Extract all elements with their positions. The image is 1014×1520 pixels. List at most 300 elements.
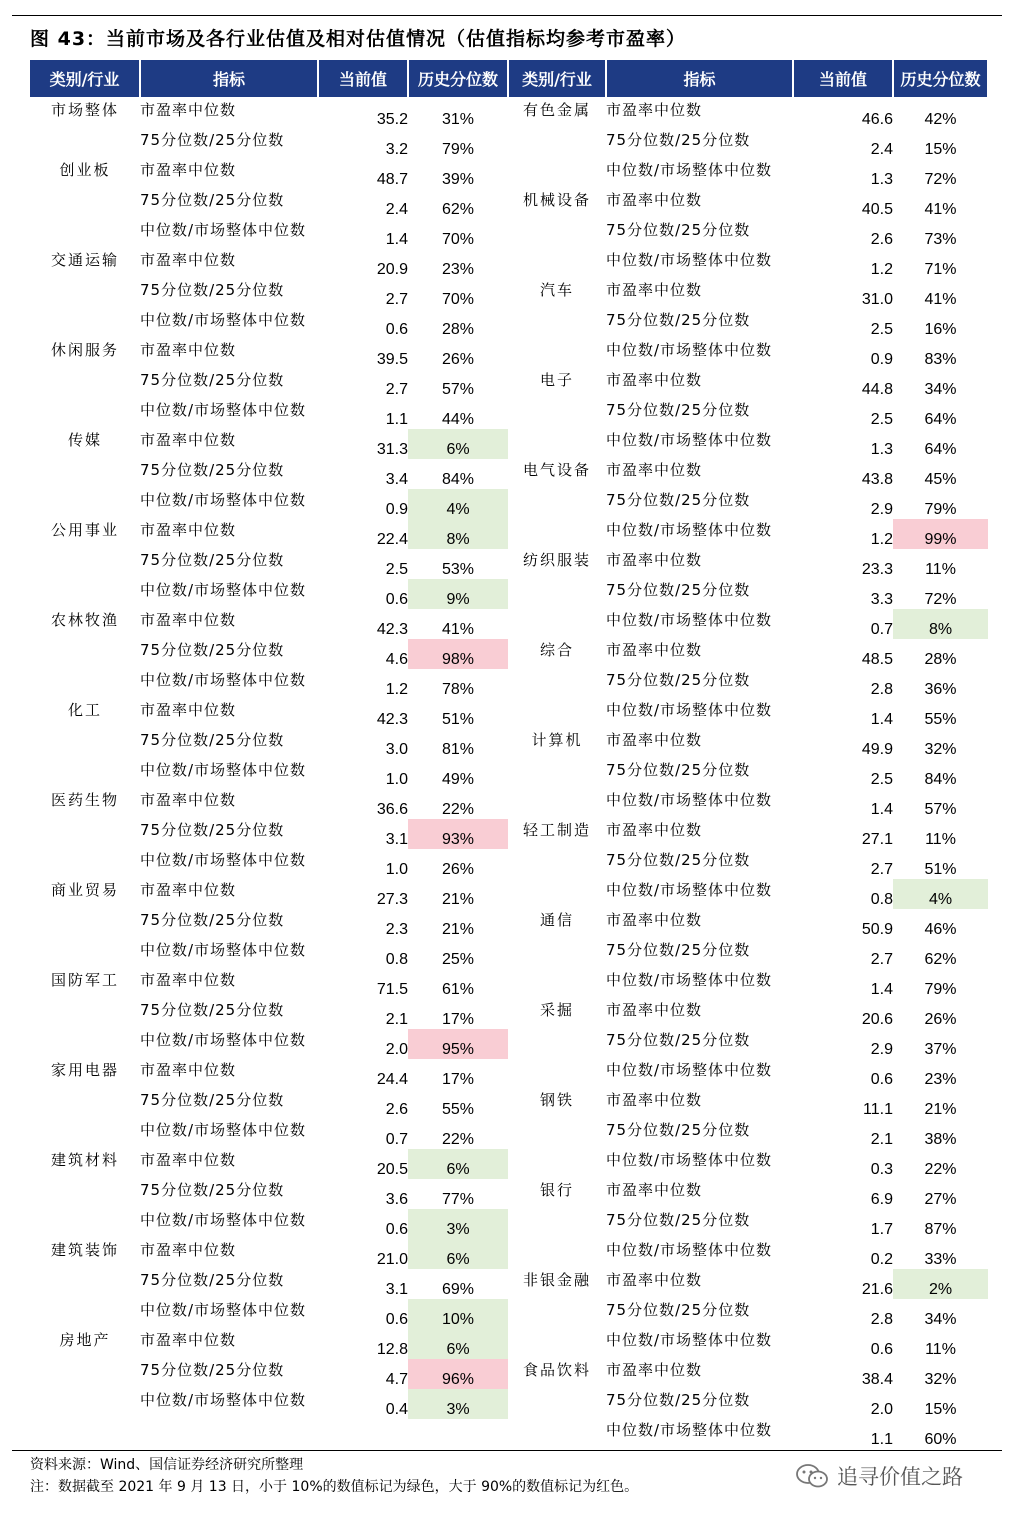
- right-current-value-cell: 2.5: [870, 771, 893, 788]
- left-category-cell: [30, 1029, 140, 1059]
- table-row: [30, 309, 988, 339]
- right-indicator-cell: 75分位数/25分位数: [606, 1211, 751, 1229]
- left-category-cell: [30, 579, 140, 609]
- left-category-cell: [30, 909, 140, 939]
- right-category-cell: [508, 1419, 606, 1449]
- left-category-cell: 农林牧渔: [50, 611, 119, 629]
- left-indicator-cell: 75分位数/25分位数: [140, 1271, 285, 1289]
- right-category-cell: [508, 1119, 606, 1149]
- right-percentile-cell: 11%: [925, 1341, 956, 1358]
- right-percentile-cell: 28%: [924, 651, 957, 668]
- left-percentile-cell: 25%: [441, 951, 475, 968]
- right-indicator-cell: 市盈率中位数: [606, 1271, 703, 1289]
- left-category-cell: 创业板: [59, 161, 111, 179]
- header-category-left: 类别/行业: [30, 60, 140, 97]
- right-category-cell: [508, 339, 606, 369]
- table-row: [30, 99, 988, 129]
- left-category-cell: [30, 1269, 140, 1299]
- left-percentile-cell: 49%: [441, 771, 475, 788]
- right-indicator-cell: 中位数/市场整体中位数: [606, 521, 773, 539]
- right-current-value-cell: 48.5: [861, 651, 893, 668]
- table-header-row: [30, 60, 988, 97]
- table-row: [30, 1419, 988, 1449]
- right-current-value-cell: 46.6: [861, 111, 893, 128]
- table-row: [30, 969, 988, 999]
- left-indicator-cell: 中位数/市场整体中位数: [140, 1121, 307, 1139]
- left-category-cell: [30, 189, 140, 219]
- right-category-cell: 采掘: [539, 1001, 574, 1019]
- table-row: [30, 399, 988, 429]
- right-percentile-cell: 73%: [924, 231, 957, 248]
- right-percentile-cell: 71%: [924, 261, 957, 278]
- left-current-value-cell: 1.1: [385, 411, 408, 428]
- source-note: 资料来源：Wind、国信证券经济研究所整理: [30, 1457, 304, 1473]
- right-category-cell: [508, 1029, 606, 1059]
- left-indicator-cell: 中位数/市场整体中位数: [140, 491, 307, 509]
- right-percentile-cell: 72%: [924, 171, 957, 188]
- right-category-cell: 银行: [539, 1181, 574, 1199]
- right-current-value-cell: 1.4: [870, 711, 893, 728]
- left-current-value-cell: 2.3: [385, 921, 408, 938]
- left-indicator-cell: 中位数/市场整体中位数: [140, 851, 307, 869]
- right-category-cell: 钢铁: [539, 1091, 574, 1109]
- table-row: [30, 279, 988, 309]
- right-percentile-cell: 64%: [924, 411, 957, 428]
- table-row: [30, 1179, 988, 1209]
- left-indicator-cell: 75分位数/25分位数: [140, 281, 285, 299]
- left-category-cell: [30, 669, 140, 699]
- left-indicator-cell: 中位数/市场整体中位数: [140, 581, 307, 599]
- left-percentile-cell: 21%: [441, 891, 475, 908]
- left-category-cell: [30, 1299, 140, 1329]
- figure-title: 图 43：当前市场及各行业估值及相对估值情况（估值指标均参考市盈率）: [30, 28, 687, 50]
- left-indicator-cell: 中位数/市场整体中位数: [140, 1031, 307, 1049]
- left-category-cell: 家用电器: [50, 1061, 119, 1079]
- right-current-value-cell: 2.5: [870, 411, 893, 428]
- left-indicator-cell: 中位数/市场整体中位数: [140, 311, 307, 329]
- right-current-value-cell: 1.4: [870, 801, 893, 818]
- right-percentile-cell: 41%: [924, 291, 957, 308]
- left-indicator-cell: 市盈率中位数: [140, 1331, 237, 1349]
- left-percentile-cell: 3%: [408, 1209, 508, 1239]
- table-row: [30, 1149, 988, 1179]
- right-indicator-cell: 市盈率中位数: [606, 911, 703, 929]
- right-current-value-cell: 2.1: [870, 1131, 893, 1148]
- right-indicator-cell: 市盈率中位数: [606, 1091, 703, 1109]
- right-indicator-cell: 75分位数/25分位数: [606, 1031, 751, 1049]
- left-current-value-cell: 24.4: [376, 1071, 408, 1088]
- left-category-cell: [30, 849, 140, 879]
- watermark: [795, 1461, 963, 1491]
- right-indicator-cell: 市盈率中位数: [606, 821, 703, 839]
- table-row: [30, 909, 988, 939]
- left-current-value-cell: 0.6: [385, 1221, 408, 1238]
- right-percentile-cell: 51%: [924, 861, 957, 878]
- right-percentile-cell: 64%: [924, 441, 957, 458]
- table-row: [30, 369, 988, 399]
- right-indicator-cell: 中位数/市场整体中位数: [606, 1061, 773, 1079]
- table-row: [30, 339, 988, 369]
- right-indicator-cell: 75分位数/25分位数: [606, 941, 751, 959]
- left-percentile-cell: 10%: [408, 1299, 508, 1329]
- left-current-value-cell: 27.3: [376, 891, 408, 908]
- table-row: [30, 1329, 988, 1359]
- left-indicator-cell: 75分位数/25分位数: [140, 821, 285, 839]
- left-current-value-cell: 48.7: [376, 171, 408, 188]
- right-current-value-cell: 1.3: [870, 441, 893, 458]
- left-indicator-cell: 市盈率中位数: [140, 161, 237, 179]
- table-row: [30, 189, 988, 219]
- right-indicator-cell: 中位数/市场整体中位数: [606, 161, 773, 179]
- right-indicator-cell: 75分位数/25分位数: [606, 311, 751, 329]
- right-category-cell: [508, 699, 606, 729]
- right-indicator-cell: 中位数/市场整体中位数: [606, 1421, 773, 1439]
- right-current-value-cell: 2.4: [870, 141, 893, 158]
- table-row: [30, 249, 988, 279]
- header-percentile-right: 历史分位数: [893, 60, 988, 97]
- right-percentile-cell: 55%: [924, 711, 957, 728]
- right-indicator-cell: 市盈率中位数: [606, 551, 703, 569]
- left-category-cell: 休闲服务: [50, 341, 119, 359]
- right-indicator-cell: 75分位数/25分位数: [606, 401, 751, 419]
- left-indicator-cell: 75分位数/25分位数: [140, 461, 285, 479]
- right-percentile-cell: 99%: [893, 519, 988, 549]
- left-indicator-cell: 75分位数/25分位数: [140, 731, 285, 749]
- left-current-value-cell: 35.2: [376, 111, 408, 128]
- left-category-cell: 建筑材料: [50, 1151, 119, 1169]
- left-percentile-cell: 70%: [441, 291, 475, 308]
- left-percentile-cell: 21%: [441, 921, 475, 938]
- left-indicator-cell: 75分位数/25分位数: [140, 551, 285, 569]
- right-current-value-cell: 2.8: [870, 1311, 893, 1328]
- right-indicator-cell: 75分位数/25分位数: [606, 491, 751, 509]
- right-category-cell: 电子: [539, 371, 574, 389]
- right-percentile-cell: 15%: [924, 1401, 957, 1418]
- left-indicator-cell: 市盈率中位数: [140, 881, 237, 899]
- right-percentile-cell: 41%: [924, 201, 957, 218]
- right-percentile-cell: 33%: [924, 1251, 957, 1268]
- right-percentile-cell: 2%: [893, 1269, 988, 1299]
- right-current-value-cell: 6.9: [870, 1191, 893, 1208]
- right-percentile-cell: 38%: [924, 1131, 957, 1148]
- right-indicator-cell: 75分位数/25分位数: [606, 581, 751, 599]
- left-percentile-cell: 9%: [408, 579, 508, 609]
- left-current-value-cell: 4.7: [385, 1371, 408, 1388]
- right-indicator-cell: 中位数/市场整体中位数: [606, 341, 773, 359]
- table-row: [30, 789, 988, 819]
- table-row: [30, 639, 988, 669]
- header-indicator-right: 指标: [606, 60, 793, 97]
- left-current-value-cell: 2.7: [385, 381, 408, 398]
- right-current-value-cell: 0.6: [870, 1071, 893, 1088]
- left-current-value-cell: 0.9: [385, 501, 408, 518]
- right-current-value-cell: 0.6: [870, 1341, 893, 1358]
- right-indicator-cell: 中位数/市场整体中位数: [606, 1151, 773, 1169]
- right-percentile-cell: 57%: [924, 801, 957, 818]
- right-current-value-cell: 2.8: [870, 681, 893, 698]
- left-indicator-cell: 市盈率中位数: [140, 791, 237, 809]
- right-indicator-cell: 75分位数/25分位数: [606, 671, 751, 689]
- right-current-value-cell: 1.1: [870, 1431, 893, 1448]
- right-category-cell: [508, 879, 606, 909]
- left-category-cell: [30, 1119, 140, 1149]
- right-current-value-cell: 1.2: [870, 531, 893, 548]
- right-category-cell: [508, 669, 606, 699]
- table-row: [30, 879, 988, 909]
- left-current-value-cell: 3.0: [385, 741, 408, 758]
- table-row: [30, 699, 988, 729]
- right-category-cell: [508, 129, 606, 159]
- left-current-value-cell: 0.6: [385, 321, 408, 338]
- left-percentile-cell: 77%: [441, 1191, 475, 1208]
- left-category-cell: [30, 1419, 140, 1449]
- right-category-cell: [508, 399, 606, 429]
- left-indicator-cell: 中位数/市场整体中位数: [140, 401, 307, 419]
- table-row: [30, 489, 988, 519]
- left-current-value-cell: 2.0: [385, 1041, 408, 1058]
- left-indicator-cell: 75分位数/25分位数: [140, 911, 285, 929]
- left-percentile-cell: 22%: [441, 801, 475, 818]
- left-current-value-cell: 20.9: [376, 261, 408, 278]
- right-indicator-cell: 75分位数/25分位数: [606, 851, 751, 869]
- right-category-cell: 非银金融: [522, 1271, 591, 1289]
- right-percentile-cell: 23%: [924, 1071, 957, 1088]
- right-category-cell: [508, 1209, 606, 1239]
- table-row: [30, 759, 988, 789]
- left-current-value-cell: 71.5: [376, 981, 408, 998]
- right-category-cell: 电气设备: [522, 461, 591, 479]
- right-current-value-cell: 38.4: [861, 1371, 893, 1388]
- left-percentile-cell: 55%: [441, 1101, 475, 1118]
- left-category-cell: [30, 489, 140, 519]
- right-indicator-cell: 75分位数/25分位数: [606, 1121, 751, 1139]
- right-category-cell: [508, 429, 606, 459]
- right-category-cell: [508, 759, 606, 789]
- left-percentile-cell: 79%: [441, 141, 475, 158]
- left-current-value-cell: 2.5: [385, 561, 408, 578]
- left-percentile-cell: 4%: [408, 489, 508, 519]
- right-indicator-cell: 市盈率中位数: [606, 1001, 703, 1019]
- left-category-cell: 医药生物: [50, 791, 119, 809]
- left-percentile-cell: 98%: [408, 639, 508, 669]
- header-current-left: 当前值: [318, 60, 408, 97]
- left-percentile-cell: 95%: [408, 1029, 508, 1059]
- left-category-cell: [30, 459, 140, 489]
- table-row: [30, 1089, 988, 1119]
- right-category-cell: [508, 249, 606, 279]
- left-category-cell: [30, 549, 140, 579]
- left-indicator-cell: 75分位数/25分位数: [140, 1181, 285, 1199]
- left-indicator-cell: 中位数/市场整体中位数: [140, 671, 307, 689]
- right-indicator-cell: 市盈率中位数: [606, 641, 703, 659]
- table-row: [30, 999, 988, 1029]
- right-percentile-cell: 79%: [924, 501, 957, 518]
- table-row: [30, 429, 988, 459]
- left-category-cell: [30, 729, 140, 759]
- left-current-value-cell: 20.5: [376, 1161, 408, 1178]
- left-percentile-cell: 93%: [408, 819, 508, 849]
- right-category-cell: 综合: [539, 641, 574, 659]
- right-indicator-cell: 中位数/市场整体中位数: [606, 701, 773, 719]
- left-category-cell: [30, 279, 140, 309]
- left-category-cell: [30, 1209, 140, 1239]
- right-category-cell: 机械设备: [522, 191, 591, 209]
- table-row: [30, 1209, 988, 1239]
- left-indicator-cell: 市盈率中位数: [140, 701, 237, 719]
- left-current-value-cell: 2.6: [385, 1101, 408, 1118]
- left-percentile-cell: 17%: [441, 1071, 475, 1088]
- left-percentile-cell: 51%: [441, 711, 475, 728]
- right-indicator-cell: 75分位数/25分位数: [606, 1301, 751, 1319]
- left-category-cell: [30, 1389, 140, 1419]
- right-percentile-cell: 21%: [924, 1101, 957, 1118]
- left-indicator-cell: 75分位数/25分位数: [140, 371, 285, 389]
- right-category-cell: [508, 609, 606, 639]
- left-percentile-cell: [408, 1419, 508, 1449]
- table-row: [30, 1119, 988, 1149]
- top-rule: [12, 15, 1002, 16]
- left-current-value-cell: 3.1: [385, 1281, 408, 1298]
- right-percentile-cell: 32%: [924, 1371, 957, 1388]
- right-current-value-cell: 1.7: [870, 1221, 893, 1238]
- left-current-value-cell: 3.2: [385, 141, 408, 158]
- left-percentile-cell: 6%: [408, 429, 508, 459]
- left-category-cell: 传媒: [67, 431, 102, 449]
- left-current-value-cell: 2.4: [385, 201, 408, 218]
- left-indicator-cell: 75分位数/25分位数: [140, 1361, 285, 1379]
- table-row: [30, 849, 988, 879]
- right-percentile-cell: 27%: [924, 1191, 957, 1208]
- table-row: [30, 1239, 988, 1269]
- right-percentile-cell: 34%: [924, 381, 957, 398]
- right-category-cell: [508, 1299, 606, 1329]
- right-indicator-cell: 市盈率中位数: [606, 1361, 703, 1379]
- left-percentile-cell: 6%: [408, 1239, 508, 1269]
- left-percentile-cell: 84%: [441, 471, 475, 488]
- table-row: [30, 1059, 988, 1089]
- wechat-icon: [795, 1463, 829, 1489]
- right-current-value-cell: 2.0: [870, 1401, 893, 1418]
- right-current-value-cell: 23.3: [861, 561, 893, 578]
- left-indicator-cell: 中位数/市场整体中位数: [140, 941, 307, 959]
- left-percentile-cell: 28%: [441, 321, 475, 338]
- left-indicator-cell: 中位数/市场整体中位数: [140, 1301, 307, 1319]
- right-percentile-cell: 11%: [925, 561, 956, 578]
- right-indicator-cell: 市盈率中位数: [606, 1181, 703, 1199]
- left-category-cell: [30, 939, 140, 969]
- left-current-value-cell: 3.4: [385, 471, 408, 488]
- left-current-value-cell: 1.0: [385, 771, 408, 788]
- right-current-value-cell: 49.9: [861, 741, 893, 758]
- right-current-value-cell: 2.7: [870, 861, 893, 878]
- left-indicator-cell: 中位数/市场整体中位数: [140, 1211, 307, 1229]
- header-indicator-left: 指标: [140, 60, 318, 97]
- right-indicator-cell: 市盈率中位数: [606, 461, 703, 479]
- left-percentile-cell: 22%: [441, 1131, 475, 1148]
- left-category-cell: 房地产: [59, 1331, 111, 1349]
- left-percentile-cell: 96%: [408, 1359, 508, 1389]
- right-indicator-cell: 市盈率中位数: [606, 371, 703, 389]
- right-indicator-cell: 中位数/市场整体中位数: [606, 251, 773, 269]
- left-category-cell: [30, 1089, 140, 1119]
- left-indicator-cell: 市盈率中位数: [140, 341, 237, 359]
- right-current-value-cell: 20.6: [861, 1011, 893, 1028]
- right-category-cell: [508, 1149, 606, 1179]
- left-category-cell: [30, 399, 140, 429]
- right-indicator-cell: 中位数/市场整体中位数: [606, 881, 773, 899]
- left-current-value-cell: 36.6: [376, 801, 408, 818]
- table-row: [30, 519, 988, 549]
- right-percentile-cell: 84%: [924, 771, 957, 788]
- left-current-value-cell: 42.3: [376, 621, 408, 638]
- right-category-cell: [508, 1059, 606, 1089]
- right-category-cell: [508, 309, 606, 339]
- right-current-value-cell: 3.3: [870, 591, 893, 608]
- right-current-value-cell: 0.7: [870, 621, 893, 638]
- right-percentile-cell: 83%: [924, 351, 957, 368]
- right-current-value-cell: 1.4: [870, 981, 893, 998]
- left-current-value-cell: 1.4: [385, 231, 408, 248]
- table-row: [30, 1359, 988, 1389]
- left-category-cell: [30, 369, 140, 399]
- left-indicator-cell: 市盈率中位数: [140, 251, 237, 269]
- left-percentile-cell: 23%: [441, 261, 475, 278]
- right-category-cell: 通信: [539, 911, 574, 929]
- table-row: [30, 609, 988, 639]
- header-percentile-left: 历史分位数: [408, 60, 508, 97]
- table-row: [30, 729, 988, 759]
- left-current-value-cell: 3.6: [385, 1191, 408, 1208]
- left-category-cell: 建筑装饰: [50, 1241, 119, 1259]
- right-current-value-cell: 31.0: [861, 291, 893, 308]
- table-row: [30, 819, 988, 849]
- right-current-value-cell: 2.9: [870, 1041, 893, 1058]
- left-category-cell: 市场整体: [50, 101, 119, 119]
- right-current-value-cell: 0.3: [870, 1161, 893, 1178]
- right-indicator-cell: 市盈率中位数: [606, 191, 703, 209]
- right-current-value-cell: 27.1: [861, 831, 893, 848]
- right-current-value-cell: 2.5: [870, 321, 893, 338]
- left-category-cell: 交通运输: [50, 251, 119, 269]
- left-percentile-cell: 81%: [441, 741, 475, 758]
- right-indicator-cell: 市盈率中位数: [606, 731, 703, 749]
- right-category-cell: [508, 489, 606, 519]
- right-percentile-cell: 79%: [924, 981, 957, 998]
- left-category-cell: [30, 639, 140, 669]
- left-indicator-cell: 市盈率中位数: [140, 521, 237, 539]
- right-percentile-cell: 4%: [893, 879, 988, 909]
- right-current-value-cell: 0.2: [870, 1251, 893, 1268]
- right-current-value-cell: 1.2: [870, 261, 893, 278]
- left-current-value-cell: 0.6: [385, 591, 408, 608]
- footnote: 注：数据截至 2021 年 9 月 13 日，小于 10%的数值标记为绿色，大于 90%的数值标记为红色。: [30, 1479, 639, 1495]
- right-current-value-cell: 2.6: [870, 231, 893, 248]
- right-category-cell: 食品饮料: [522, 1361, 591, 1379]
- right-indicator-cell: 市盈率中位数: [606, 101, 703, 119]
- left-percentile-cell: 39%: [441, 171, 475, 188]
- right-percentile-cell: 62%: [924, 951, 957, 968]
- right-category-cell: [508, 969, 606, 999]
- right-percentile-cell: 34%: [924, 1311, 957, 1328]
- right-category-cell: [508, 789, 606, 819]
- left-indicator-cell: 市盈率中位数: [140, 1151, 237, 1169]
- right-category-cell: [508, 1389, 606, 1419]
- table-row: [30, 549, 988, 579]
- left-indicator-cell: 市盈率中位数: [140, 101, 237, 119]
- left-current-value-cell: 2.1: [385, 1011, 408, 1028]
- left-percentile-cell: 53%: [441, 561, 475, 578]
- left-category-cell: [30, 819, 140, 849]
